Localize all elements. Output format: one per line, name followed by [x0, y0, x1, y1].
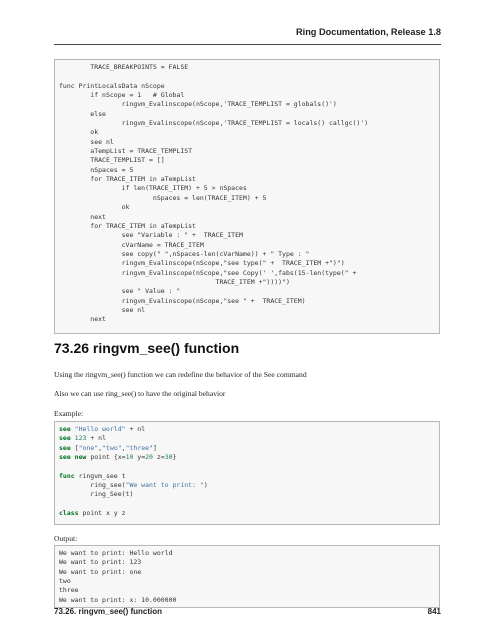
footer-section: 73.26. ringvm_see() function — [54, 607, 163, 616]
code-block-output — [54, 545, 440, 608]
code-line-6: func ringvm_see t — [59, 471, 126, 480]
code-line-1: see "Hello world" + nl — [59, 425, 146, 433]
code-top-line-27: see nl — [59, 305, 146, 314]
code-top-line-8: ok — [59, 128, 99, 137]
code-top-line-11: TRACE_TEMPLIST = [] — [59, 156, 165, 165]
code-top-line-16: ok — [59, 203, 130, 212]
code-top-line-4: if nScope = 1 # Global — [59, 91, 185, 100]
running-header: Ring Documentation, Release 1.8 — [296, 27, 441, 37]
code-top-text — [59, 63, 439, 325]
code-top-line-26: ringvm_Evalinscope(nScope,"see " + TRACE_ITEM) — [59, 296, 306, 305]
example-label: Example: — [54, 409, 84, 418]
output-line-4: two — [59, 577, 71, 586]
code-line-2: see 123 + nl — [59, 434, 106, 443]
output-line-3: We want to print: one — [59, 567, 142, 576]
code-top-line-14: if len(TRACE_ITEM) + 5 > nSpaces — [59, 184, 247, 193]
output-line-2: We want to print: 123 — [59, 558, 142, 567]
code-top-line-5: ringvm_Evalinscope(nScope,'TRACE_TEMPLIST = globals()') — [59, 100, 337, 109]
code-top-line-18: for TRACE_ITEM in aTempList — [59, 221, 196, 230]
code-top-line-6: else — [59, 109, 106, 118]
output-label: Output: — [54, 534, 78, 543]
output-line-5: three — [59, 586, 79, 595]
code-top-line-19: see "Variable : " + TRACE_ITEM — [59, 231, 243, 240]
code-top-line-10: aTempList = TRACE_TEMPLIST — [59, 147, 193, 156]
code-top-line-3: func PrintLocalsData nScope — [59, 81, 165, 90]
code-line-10: class point x y z — [59, 509, 126, 518]
code-output-text — [59, 549, 439, 605]
page-number: 841 — [427, 607, 441, 616]
code-top-line-24: TRACE_ITEM +"))))") — [59, 277, 290, 286]
code-top-line-25: see " Value : " — [59, 287, 181, 296]
code-top-line-13: for TRACE_ITEM in aTempList — [59, 175, 196, 184]
code-line-4: see new point {x=10 y=20 z=30} — [59, 453, 177, 462]
code-top-line-23: ringvm_Evalinscope(nScope,"see Copy(' ',fabs(15-len(type(" + — [59, 268, 357, 277]
code-block-top — [54, 59, 440, 334]
paragraph-original-behavior: Also we can use ring_see() to have the original behavior — [54, 389, 226, 398]
code-top-line-21: see copy(" ",nSpaces-len(cVarName)) + " Type : " — [59, 249, 310, 258]
code-line-7: ring_see("We want to print: ") — [59, 481, 208, 490]
paragraph-intro: Using the ringvm_see() function we can redefine the behavior of the See command — [54, 370, 307, 379]
code-top-line-12: nSpaces = 5 — [59, 165, 134, 174]
code-top-line-7: ringvm_Evalinscope(nScope,'TRACE_TEMPLIST = locals() callgc()') — [59, 119, 369, 128]
code-top-line-28: next — [59, 315, 106, 324]
code-top-line-1: TRACE_BREAKPOINTS = FALSE — [59, 63, 189, 71]
code-top-line-15: nSpaces = len(TRACE_ITEM) + 5 — [59, 193, 267, 202]
output-line-6: We want to print: x: 10.000000 — [59, 595, 177, 604]
code-line-8: ring_See(t) — [59, 490, 134, 499]
code-block-example — [54, 421, 440, 525]
code-line-3: see ["one","two","three"] — [59, 443, 157, 452]
code-example-text — [59, 425, 439, 518]
code-top-line-17: next — [59, 212, 106, 221]
section-heading: 73.26 ringvm_see() function — [54, 340, 240, 356]
header-rule — [54, 44, 441, 45]
output-line-1: We want to print: Hello world — [59, 549, 173, 557]
code-top-line-20: cVarName = TRACE_ITEM — [59, 240, 204, 249]
code-top-line-9: see nl — [59, 137, 114, 146]
code-top-line-22: ringvm_Evalinscope(nScope,"see type(" + TRACE_ITEM +")") — [59, 259, 345, 268]
